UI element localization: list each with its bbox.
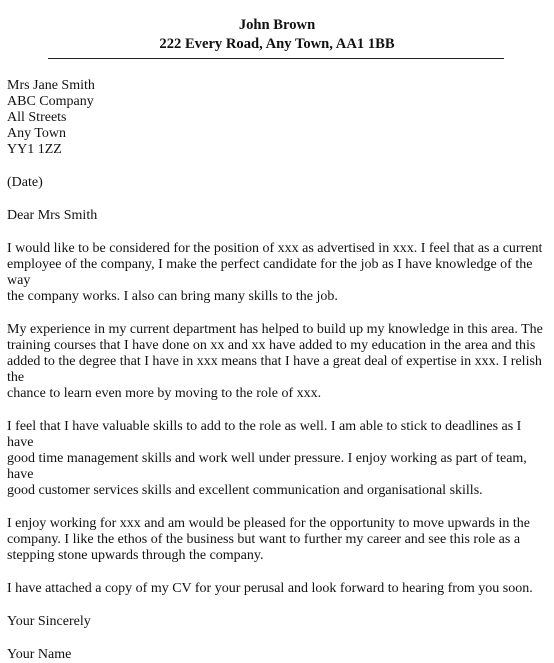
spacer xyxy=(7,564,547,581)
spacer xyxy=(7,499,547,516)
spacer xyxy=(7,597,547,614)
body-paragraph-2: My experience in my current department has helped to build up my knowledge in this area. The training courses that I have done on xx and xx have added to my education in the area and this added to the degree that I have in xxx means that I have a great deal of expertise in xxx. I relish the chance to learn even more by moving to the role of xxx. xyxy=(7,322,543,401)
spacer xyxy=(7,630,547,647)
spacer xyxy=(7,305,547,322)
spacer xyxy=(7,158,547,175)
recipient-line: YY1 1ZZ xyxy=(7,142,62,157)
sender-name: John Brown xyxy=(238,17,316,33)
salutation: Dear Mrs Smith xyxy=(7,208,98,223)
recipient-address xyxy=(7,78,547,158)
sender-address: 222 Every Road, Any Town, AA1 1BB xyxy=(159,36,395,52)
body-paragraph-4: I enjoy working for xxx and am would be pleased for the opportunity to move upwards in the company. I like the ethos of the business but want to further my career and see this role as a stepping stone upwards through the company. xyxy=(7,516,530,563)
letter-date: (Date) xyxy=(7,175,43,190)
spacer xyxy=(7,191,547,208)
recipient-line: ABC Company xyxy=(7,94,94,109)
body-paragraph-3: I feel that I have valuable skills to add to the role as well. I am able to stick to deadlines as I have good time management skills and work well under pressure. I enjoy working as part of team, have good customer services skills and excellent communication and organisational skills. xyxy=(7,419,527,498)
recipient-line: Any Town xyxy=(7,126,67,141)
recipient-line: All Streets xyxy=(7,110,67,125)
header-divider xyxy=(48,58,504,59)
body-paragraph-5: I have attached a copy of my CV for your perusal and look forward to hearing from you soon. xyxy=(7,581,533,596)
letter-body xyxy=(7,78,547,663)
body-paragraph-1: I would like to be considered for the position of xxx as advertised in xxx. I feel that as a current employee of the company, I make the perfect candidate for the job as I have knowledge of the way the company works. I also can bring many skills to the job. xyxy=(7,241,543,304)
closing: Your Sincerely xyxy=(7,614,91,629)
recipient-line: Mrs Jane Smith xyxy=(7,78,95,93)
signature-name: Your Name xyxy=(7,647,72,662)
spacer xyxy=(7,402,547,419)
spacer xyxy=(7,224,547,241)
letterhead xyxy=(0,16,554,54)
